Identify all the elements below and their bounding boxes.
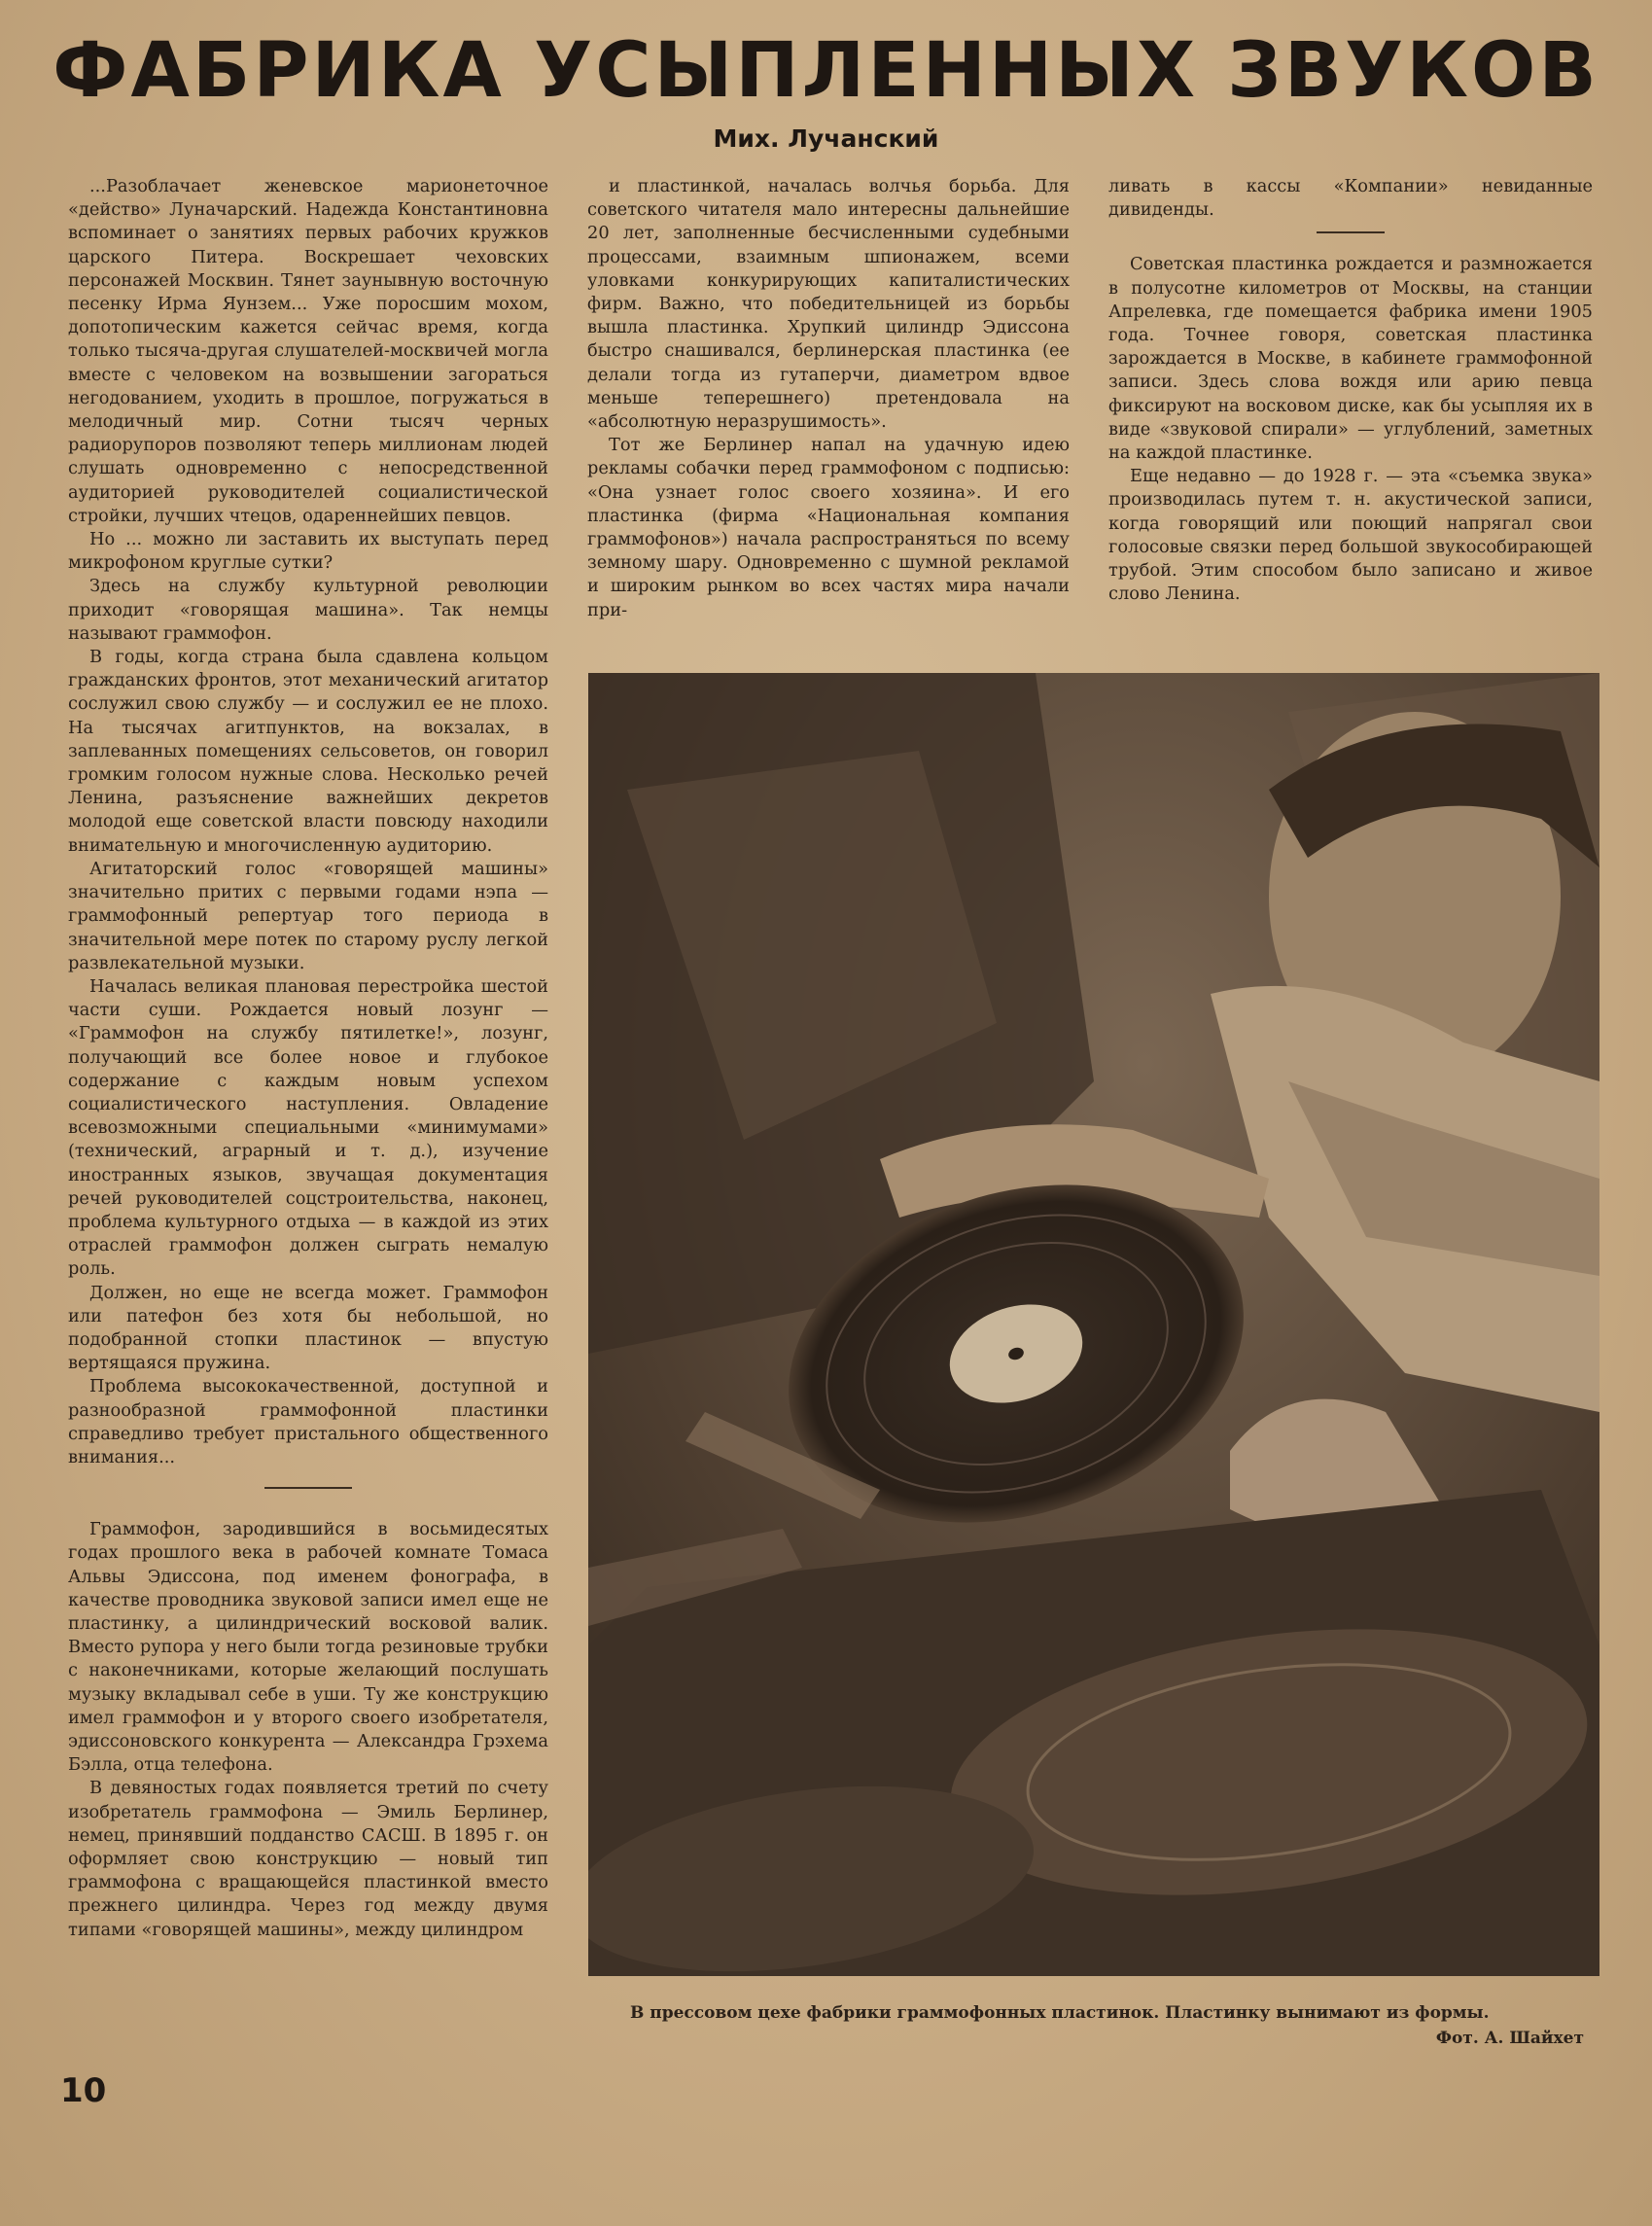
- paragraph: Проблема высококачественной, доступной и разнообразной граммофонной пластинки справедливо требует пристального общественного внимания...: [68, 1376, 548, 1467]
- page-number: 10: [60, 2071, 107, 2110]
- paragraph: Но ... можно ли заставить их выступать перед микрофоном круглые сутки?: [68, 529, 548, 574]
- article-author: Мих. Лучанский: [713, 124, 939, 153]
- paragraph: Агитаторский голос «говорящей машины» значительно притих с первыми годами нэпа — граммофонный репертуар того периода в значительной мере потек по старому руслу легкой развлекательной музыки.: [68, 858, 548, 973]
- column-right: [1108, 175, 1593, 606]
- photo-illustration: [588, 673, 1599, 1976]
- paragraph: ливать в кассы «Компании» невиданные дивиденды.: [1108, 176, 1593, 221]
- column-middle: [587, 175, 1070, 622]
- paragraph: В годы, когда страна была сдавлена кольцом гражданских фронтов, этот механический агитатор сослужил свою службу — и сослужил ее не плохо. На тысячах агитпунктов, на вокзалах, в заплеванных помещениях сельсоветов, он говорил громким голосом нужные слова. Несколько речей Ленина, разъяснение важнейших декретов молодой еще советской власти повсюду находили внимательную и многочисленную аудиторию.: [68, 647, 548, 856]
- factory-photo: [588, 673, 1599, 1976]
- column-left: [68, 175, 548, 1942]
- photo-caption: В прессовом цехе фабрики граммофонных пластинок. Пластинку вынимают из формы.: [630, 2003, 1490, 2023]
- section-divider: [264, 1487, 352, 1489]
- paragraph: В девяностых годах появляется третий по счету изобретатель граммофона — Эмиль Берлинер, немец, принявший подданство САСШ. В 1895 г. он оформляет свою конструкцию — новый тип граммофона с вращающейся пластинкой вместо прежнего цилиндра. Через год между двумя типами «говорящей машины», между цилиндром: [68, 1778, 548, 1940]
- section-divider: [1317, 231, 1385, 233]
- paragraph: Граммофон, зародившийся в восьмидесятых годах прошлого века в рабочей комнате Томаса Альвы Эдиссона, под именем фонографа, в качестве проводника звуковой записи имел еще не пластинку, а цилиндрический восковой валик. Вместо рупора у него были тогда резиновые трубки с наконечниками, которые желающий послушать музыку вкладывал себе в уши. Ту же конструкцию имел граммофон и у второго своего изобретателя, эдиссоновского конкурента — Александра Грэхема Бэлла, отца телефона.: [68, 1519, 548, 1776]
- paragraph: Тот же Берлинер напал на удачную идею рекламы собачки перед граммофоном с подписью: «Она узнает голос своего хозяина». И его пластинка (фирма «Национальная компания граммофонов») начала распространяться по всему земному шару. Одновременно с шумной рекламой и широким рынком во всех частях мира начали при-: [587, 435, 1070, 620]
- photo-credit: Фот. А. Шайхет: [1435, 2029, 1584, 2048]
- article-title: ФАБРИКА УСЫПЛЕННЫХ ЗВУКОВ: [53, 27, 1599, 115]
- paragraph: Должен, но еще не всегда может. Граммофон или патефон без хотя бы небольшой, но подобранной стопки пластинок — впустую вертящаяся пружина.: [68, 1282, 548, 1374]
- paragraph: Еще недавно — до 1928 г. — эта «съемка звука» производилась путем т. н. акустической записи, когда говорящий или поющий напрягал свои голосовые связки перед большой звукособирающей трубой. Этим способом было записано и живое слово Ленина.: [1108, 466, 1593, 605]
- paragraph: Советская пластинка рождается и размножается в полусотне километров от Москвы, на станции Апрелевка, где помещается фабрика имени 1905 года. Точнее говоря, советская пластинка зарождается в Москве, в кабинете граммофонной записи. Здесь слова вождя или арию певца фиксируют на восковом диске, как бы усыпляя их в виде «звуковой спирали» — углублений, заметных на каждой пластинке.: [1108, 254, 1593, 464]
- paragraph: и пластинкой, началась волчья борьба. Для советского читателя мало интересны дальнейшие 20 лет, заполненные бесчисленными судебными процессами, взаимным шпионажем, всеми уловками конкурирующих капиталистических фирм. Важно, что победительницей из борьбы вышла пластинка. Хрупкий цилиндр Эдиссона быстро снашивался, берлинерская пластинка (ее делали тогда из гутаперчи, диаметром вдвое меньше теперешнего) претендовала на «абсолютную неразрушимость».: [587, 176, 1070, 433]
- paragraph: Началась великая плановая перестройка шестой части суши. Рождается новый лозунг — «Граммофон на службу пятилетке!», лозунг, получающий все более новое и глубокое содержание с каждым новым успехом социалистического наступления. Овладение всевозможными специальными «минимумами» (технический, аграрный и т. д.), изучение иностранных языков, звучащая документация речей руководителей соцстроительства, наконец, проблема культурного отдыха — в каждой из этих отраслей граммофон должен сыграть немалую роль.: [68, 975, 548, 1280]
- paragraph: ...Разоблачает женевское марионеточное «действо» Луначарский. Надежда Константиновна вспоминает о занятиях первых рабочих кружков царского Питера. Воскрешает чеховских персонажей Москвин. Тянет заунывную восточную песенку Ирма Яунзем... Уже поросшим мохом, допотопическим кажется сейчас время, когда только тысяча-другая слушателей-москвичей могла вместе с человеком на возвышении загораться негодованием, уходить в прошлое, погружаться в мелодичный мир. Сотни тысяч черных радиорупоров позволяют теперь миллионам людей слушать одновременно с непосредственной аудиторией руководителей социалистической стройки, лучших чтецов, одареннейших певцов.: [68, 176, 548, 526]
- paragraph: Здесь на службу культурной революции приходит «говорящая машина». Так немцы называют граммофон.: [68, 576, 548, 644]
